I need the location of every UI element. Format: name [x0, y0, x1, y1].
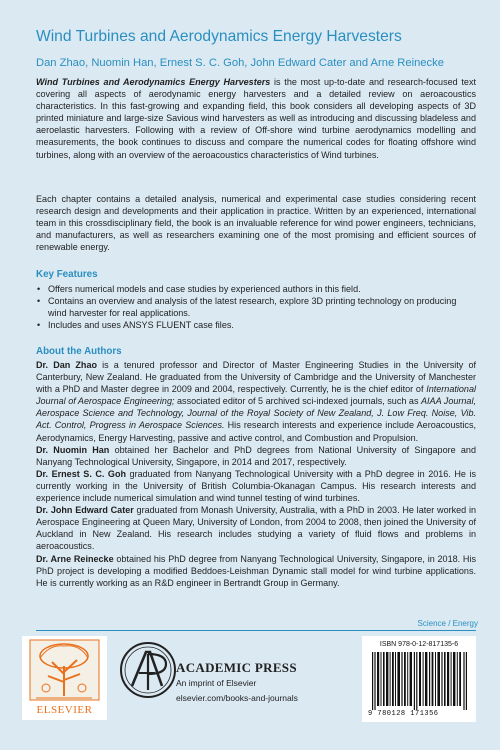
barcode: [362, 636, 476, 722]
key-feature-item: • Offers numerical models and case studies by experienced authors in this field.: [36, 283, 476, 295]
description-text-1: is the most up-to-date and research-focused text covering all aspects of aerodynamic energy harvesters and a detailed review on aeroacoustics characteristics. In this fast-growing and expanding field, this book considers all developing aspects of 3D printed miniature and large-size Savious wind harvesters as well as introducing and discussing bladeless and aeroelastic harvesters. Following with a review of Off-shore wind turbine aerodynamics modelling and measurements, the book continues to discuss and compare the numerical codes for floating offshore wind turbines, along with an overview of the aeroacoustics characteristics of Wind turbines.: [36, 77, 476, 160]
bio-name: Dr. Nuomin Han: [36, 444, 110, 455]
publisher-name: ACADEMIC PRESS: [176, 660, 297, 675]
bio-text: associated editor of 5 archived sci-indexed journals, such as: [174, 396, 421, 407]
elsevier-tree-icon: [22, 636, 107, 720]
subject-category: Science / Energy: [417, 619, 478, 628]
key-features-list: [36, 283, 476, 331]
description-paragraph-1: [36, 76, 476, 161]
description-bold-title: Wind Turbines and Aerodynamics Energy Harvesters: [36, 77, 271, 87]
publisher-website[interactable]: elsevier.com/books-and-journals: [176, 693, 298, 703]
ap-monogram-icon: [118, 640, 178, 700]
key-features-heading: Key Features: [36, 269, 98, 280]
bio-name: Dr. Dan Zhao: [36, 360, 98, 370]
academic-press-logo: [118, 640, 178, 700]
description-paragraph-2: Each chapter contains a detailed analysis, numerical and experimental case studies considering recent research design and developments and their application in practice. Written by an experienced, international team in this crossdisciplinary field, the book is an invaluable reference for wind power engineers, technicians, and manufacturers, as well as researchers examining one of the most promising and efficient sources of renewable energy.: [36, 194, 476, 253]
bio-name: Dr. Arne Reinecke: [36, 553, 114, 564]
isbn-label: ISBN 978-0-12-817135-6: [379, 641, 459, 648]
about-authors-heading: About the Authors: [36, 346, 122, 357]
bio-zhao: [36, 359, 476, 444]
bio-journals: AIAA Journal, Aerospace Science and Technology, Journal of the Royal Society of New Zealand, J. Low Freq. Noise, Vib. Act. Control, Progress in Aerospace Sciences.: [36, 396, 476, 431]
key-feature-item: • Includes and uses ANSYS FLUENT case files.: [36, 319, 476, 331]
bio-text: obtained her Bachelor and PhD degrees from National University of Singapore and Nanyang Technological University, Singapore, in 2014 and 2017, respectively.: [36, 444, 477, 467]
key-feature-item: • Contains an overview and analysis of the latest research, explore 3D printing technology on producing wind harvester for real applications.: [36, 295, 476, 319]
bio-text: graduated from Nanyang Technological University with a PhD degree in 2016. He is currently working in the University of British Columbia-Okanagan Campus. His research interests and experience include numerical simulation and wind tunnel testing of wind turbines.: [36, 468, 476, 504]
divider: [36, 630, 476, 631]
bio-text: graduated from Monash University, Australia, with a PhD in 2003. He later worked in Aerospace Engineering at Queen Mary, University of London, from 2004 to 2008, then joined the University of Auckland in New Zealand. His research includes studying a variety of fluid flows and problems in aeroacoustics.: [36, 505, 477, 552]
bio-reinecke: [36, 553, 476, 589]
bio-name: Dr. John Edward Cater: [36, 505, 134, 516]
bio-text: His research interests and experience include Aeroacoustics, Aerodynamics, Energy Harvesting, passive and active control, and Combustion and Propulsion.: [36, 420, 476, 443]
book-title: Wind Turbines and Aerodynamics Energy Harvesters: [36, 28, 402, 45]
barcode-number: 9 780128 171356: [368, 710, 439, 718]
bio-goh: [36, 468, 476, 504]
bio-text: obtained his PhD degree from Nanyang Technological University, Singapore, in 2018. His PhD project is developing a modified Beddoes-Leishman Dynamic stall model for wind turbine applications. He is currently working as an R&D engineer in Bertrandt Group in Germany.: [36, 553, 476, 588]
elsevier-logo: [22, 636, 107, 720]
bio-journal: International Journal of Aerospace Engineering;: [36, 384, 476, 407]
barcode-bars-icon: [372, 652, 468, 710]
bio-han: [36, 444, 476, 468]
elsevier-logo-text: ELSEVIER: [36, 704, 93, 716]
bio-text: is a tenured professor and Director of Master Engineering Studies in the University of Canterbury, New Zealand. He graduated from the University of Cambridge and the University of Manchester with a PhD and Master degree in 2009 and 2004, respectively. Currently, he is the chief editor of: [36, 360, 476, 395]
bio-name: Dr. Ernest S. C. Goh: [36, 468, 127, 479]
publisher-imprint: An imprint of Elsevier: [176, 678, 257, 688]
author-list: Dan Zhao, Nuomin Han, Ernest S. C. Goh, John Edward Cater and Arne Reinecke: [36, 57, 444, 69]
author-bios: [36, 359, 476, 589]
bio-cater: [36, 504, 476, 552]
